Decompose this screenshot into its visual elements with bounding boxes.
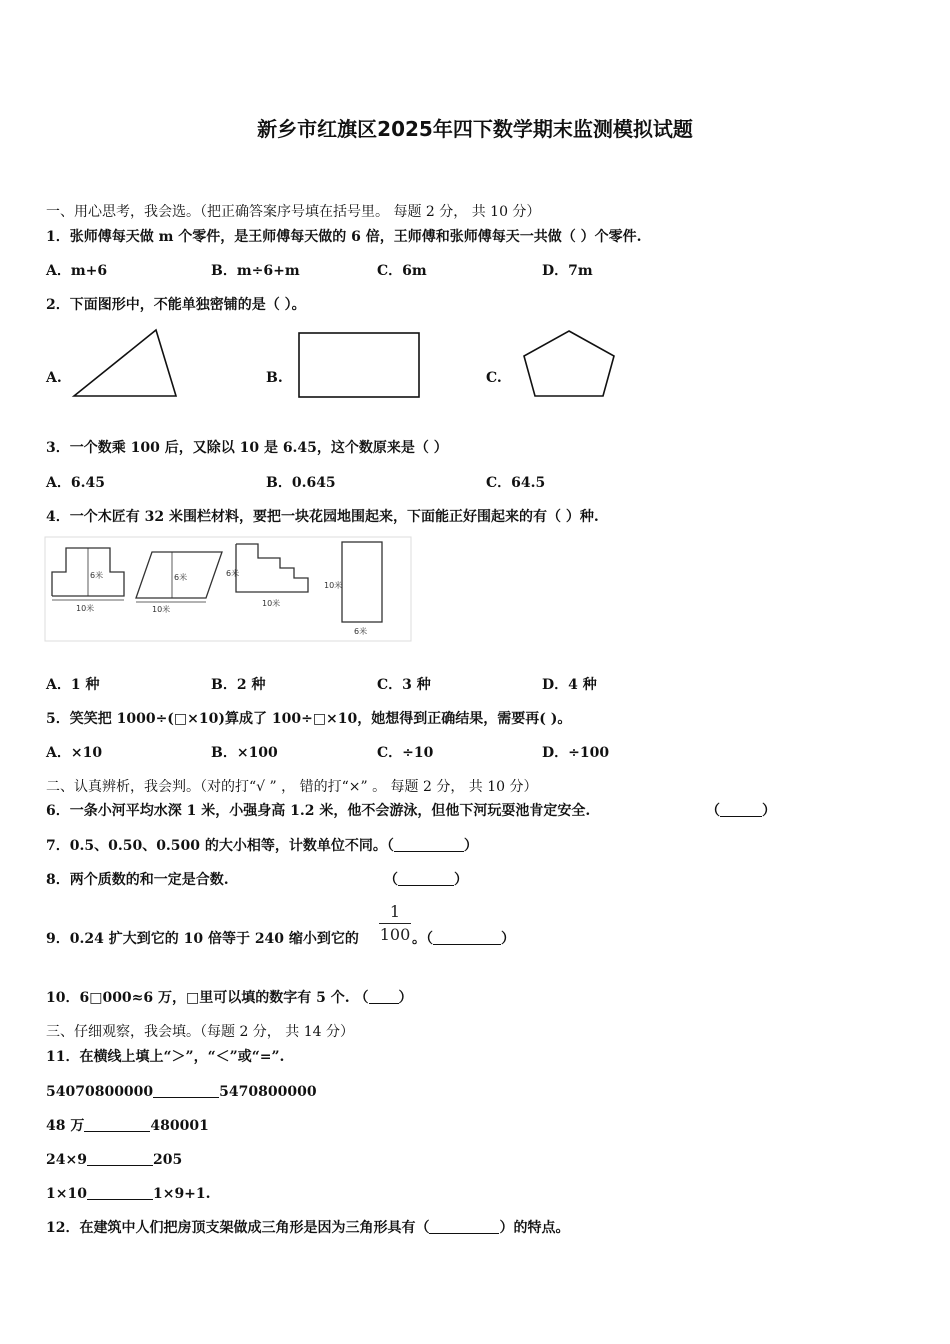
q4-figure-rectangle-shape <box>324 542 382 636</box>
q8-blank[interactable] <box>398 871 454 886</box>
q11-row-1-right: 5470800000 <box>219 1084 317 1100</box>
q7-text: 7．0.5、0.50、0.500 的大小相等，计数单位不同。（ <box>46 838 394 854</box>
q11-row-3 <box>46 1151 182 1169</box>
q5-option-b[interactable]: B．×100 <box>211 745 278 761</box>
q9-fraction-denominator: 100 <box>379 925 411 944</box>
q4-label-2: 10米 <box>76 604 95 613</box>
q9-fraction <box>379 902 411 945</box>
q4-option-a[interactable]: A．1 种 <box>46 677 100 693</box>
q11-row-4-right: 1×9+1. <box>152 1186 211 1202</box>
q3-option-b[interactable]: B．0.645 <box>266 475 336 491</box>
q11-row-4-blank[interactable] <box>87 1185 153 1200</box>
q9-text: 9．0.24 扩大到它的 10 倍等于 240 缩小到它的 <box>46 931 359 947</box>
q12-blank[interactable] <box>429 1219 499 1234</box>
q1-option-b[interactable]: B．m÷6+m <box>211 263 300 279</box>
q12-text: 12．在建筑中人们把房顶支架做成三角形是因为三角形具有（ <box>46 1220 430 1236</box>
q7-row <box>46 837 478 855</box>
pentagon-shape <box>520 328 618 402</box>
q11-row-4-left: 1×10 <box>46 1186 87 1202</box>
q11-row-3-blank[interactable] <box>87 1151 153 1166</box>
q7-blank[interactable] <box>394 837 464 852</box>
q6-blank[interactable] <box>720 802 762 817</box>
q4-figure-parallelogram-shape <box>136 552 222 614</box>
q1-text: 1．张师傅每天做 m 个零件，是王师傅每天做的 6 倍，王师傅和张师傅每天一共做（ ）个零件. <box>46 229 642 245</box>
q2-label-a[interactable]: A. <box>46 370 62 386</box>
q4-label-5: 6米 <box>226 569 240 578</box>
q2-label-b[interactable]: B. <box>266 370 283 386</box>
q11-row-2 <box>46 1117 209 1135</box>
q3-option-c[interactable]: C．64.5 <box>486 475 546 491</box>
q3-option-a[interactable]: A．6.45 <box>46 475 105 491</box>
q1-option-c[interactable]: C．6m <box>377 263 427 279</box>
q9-tail: 。（ <box>412 931 433 947</box>
rectangle-shape <box>296 330 424 400</box>
q5-option-d[interactable]: D．÷100 <box>542 745 610 761</box>
q10-text: 10．6□000≈6 万，□里可以填的数字有 5 个. （ <box>46 990 369 1006</box>
q4-option-c[interactable]: C．3 种 <box>377 677 431 693</box>
q1-option-a[interactable]: A．m+6 <box>46 263 108 279</box>
q11-row-2-blank[interactable] <box>84 1117 150 1132</box>
q6-bracket-open: （ <box>706 803 720 819</box>
q9-fraction-bar <box>379 923 411 924</box>
q5-text: 5．笑笑把 1000÷(□×10)算成了 100÷□×10，她想得到正确结果，需要再( )。 <box>46 711 572 727</box>
triangle-shape <box>70 326 182 402</box>
q4-figure-staircase-shape <box>226 544 308 608</box>
q8-answer[interactable] <box>384 871 468 889</box>
q9-fraction-numerator: 1 <box>389 902 401 921</box>
q4-figure-cross-shape <box>52 548 124 613</box>
q3-text: 3．一个数乘 100 后，又除以 10 是 6.45，这个数原来是（ ） <box>46 440 448 456</box>
q2-label-c[interactable]: C. <box>486 370 502 386</box>
section2-heading: 二、认真辨析，我会判。（对的打“√ ” ， 错的打“×” 。 每题 2 分， 共 10 分） <box>46 779 538 795</box>
q7-bracket-close: ） <box>463 838 478 854</box>
q11-row-3-left: 24×9 <box>46 1152 87 1168</box>
q10-row <box>46 989 413 1007</box>
q5-option-c[interactable]: C．÷10 <box>377 745 434 761</box>
q11-row-4 <box>46 1185 211 1203</box>
q4-option-b[interactable]: B．2 种 <box>211 677 266 693</box>
q4-figure <box>44 536 412 642</box>
q4-label-4: 10米 <box>152 605 171 614</box>
q9-answer[interactable] <box>412 930 515 948</box>
q9-blank[interactable] <box>433 930 501 945</box>
q12-tail: ）的特点。 <box>499 1220 570 1236</box>
q6-text: 6．一条小河平均水深 1 米，小强身高 1.2 米，他不会游泳，但他下河玩耍池肯定安全. <box>46 803 591 819</box>
q9-bracket-close: ） <box>501 931 515 947</box>
q6-bracket-close: ） <box>762 803 776 819</box>
q11-row-1 <box>46 1083 317 1101</box>
q8-text: 8．两个质数的和一定是合数. <box>46 872 229 888</box>
section3-heading: 三、仔细观察，我会填。（每题 2 分， 共 14 分） <box>46 1024 354 1040</box>
q6-answer[interactable] <box>706 802 776 820</box>
q4-label-1: 6米 <box>90 571 104 580</box>
q4-option-d[interactable]: D．4 种 <box>542 677 597 693</box>
q4-label-7: 10米 <box>324 581 343 590</box>
q5-option-a[interactable]: A．×10 <box>46 745 103 761</box>
q4-label-6: 10米 <box>262 599 281 608</box>
q11-row-1-left: 54070800000 <box>46 1084 154 1100</box>
q12-row <box>46 1219 569 1237</box>
q4-label-3: 6米 <box>174 573 188 582</box>
q4-label-8: 6米 <box>354 627 368 636</box>
q4-text: 4．一个木匠有 32 米围栏材料，要把一块花园地围起来，下面能正好围起来的有（ ）种. <box>46 509 599 525</box>
q10-bracket-close: ） <box>398 990 413 1006</box>
q10-blank[interactable] <box>369 989 399 1004</box>
q8-bracket-close: ） <box>454 872 468 888</box>
q1-option-d[interactable]: D．7m <box>542 263 593 279</box>
q2-text: 2．下面图形中，不能单独密铺的是（ ）。 <box>46 297 306 313</box>
q11-row-3-right: 205 <box>152 1152 183 1168</box>
q11-row-2-left: 48 万 <box>46 1118 85 1134</box>
q11-row-2-right: 480001 <box>150 1118 209 1134</box>
q8-bracket-open: （ <box>384 872 398 888</box>
q11-text: 11．在横线上填上“＞”，“＜”或“=”. <box>46 1049 285 1065</box>
page-title: 新乡市红旗区2025年四下数学期末监测模拟试题 <box>257 117 693 141</box>
section1-heading: 一、用心思考，我会选。（把正确答案序号填在括号里。 每题 2 分， 共 10 分） <box>46 204 541 220</box>
q11-row-1-blank[interactable] <box>153 1083 219 1098</box>
